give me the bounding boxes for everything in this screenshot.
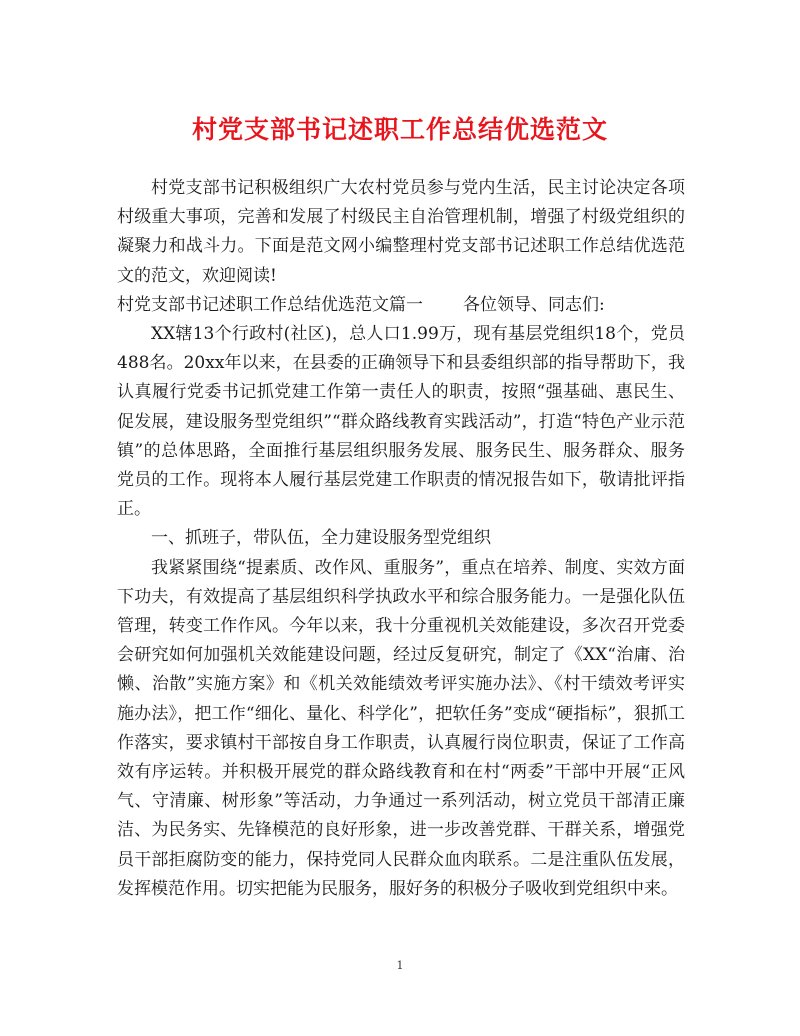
subheading-one: 一、抓班子，带队伍，全力建设服务型党组织 bbox=[151, 528, 491, 549]
document-title: 村党支部书记述职工作总结优选范文 bbox=[191, 115, 608, 144]
section-heading: 村党支部书记述职工作总结优选范文篇一 bbox=[117, 294, 423, 315]
intro-paragraph: 村党支部书记积极组织广大农村党员参与党内生活，民主讨论决定各项村级重大事项，完善和发展了村级民主自治管理机制，增强了村级党组织的凝聚力和战斗力。下面是范文网小编整理村党支部书记述职工作总结优选范文的范文，欢迎阅读! bbox=[117, 178, 685, 286]
paragraph-team-building: 我紧紧围绕“提素质、改作风、重服务”，重点在培养、制度、实效方面下功夫，有效提高了基层组织科学执政水平和综合服务能力。一是强化队伍管理，转变工作作风。今年以来，我十分重视机关效能建设，多次召开党委会研究如何加强机关效能建设问题，经过反复研究，制定了《XX“治庸、治懒、治散”实施方案》和《机关效能绩效考评实施办法》、《村干绩效考评实施办法》，把工作“细化、量化、科学化”，把软任务”变成“硬指标”，狠抓工作落实，要求镇村干部按自身工作职责，认真履行岗位职责，保证了工作高效有序运转。并积极开展党的群众路线教育和在村“两委”干部中开展“正风气、守清廉、树形象”等活动，力争通过一系列活动，树立党员干部清正廉洁、为民务实、先锋模范的良好形象，进一步改善党群、干群关系，增强党员干部拒腐防变的能力，保持党同人民群众血肉联系。二是注重队伍发展，发挥模范作用。切实把能为民服务，服好务的积极分子吸收到党组织中来。 bbox=[117, 557, 685, 899]
page-number: 1 bbox=[396, 959, 404, 972]
paragraph-overview: XX辖13个行政村(社区)，总人口1.99万，现有基层党组织18个，党员488名。20xx年以来，在县委的正确领导下和县委组织部的指导帮助下，我认真履行党委书记抓党建工作第一责任人的职责，按照“强基础、惠民生、促发展，建设服务型党组织”“群众路线教育实践活动”，打造“特色产业示范镇”的总体思路，全面推行基层组织服务发展、服务民生、服务群众、服务党员的工作。现将本人履行基层党建工作职责的情况报告如下，敬请批评指正。 bbox=[117, 324, 685, 520]
section-heading-line bbox=[117, 291, 685, 320]
salutation: 各位领导、同志们: bbox=[463, 294, 605, 315]
document-body bbox=[117, 174, 685, 904]
